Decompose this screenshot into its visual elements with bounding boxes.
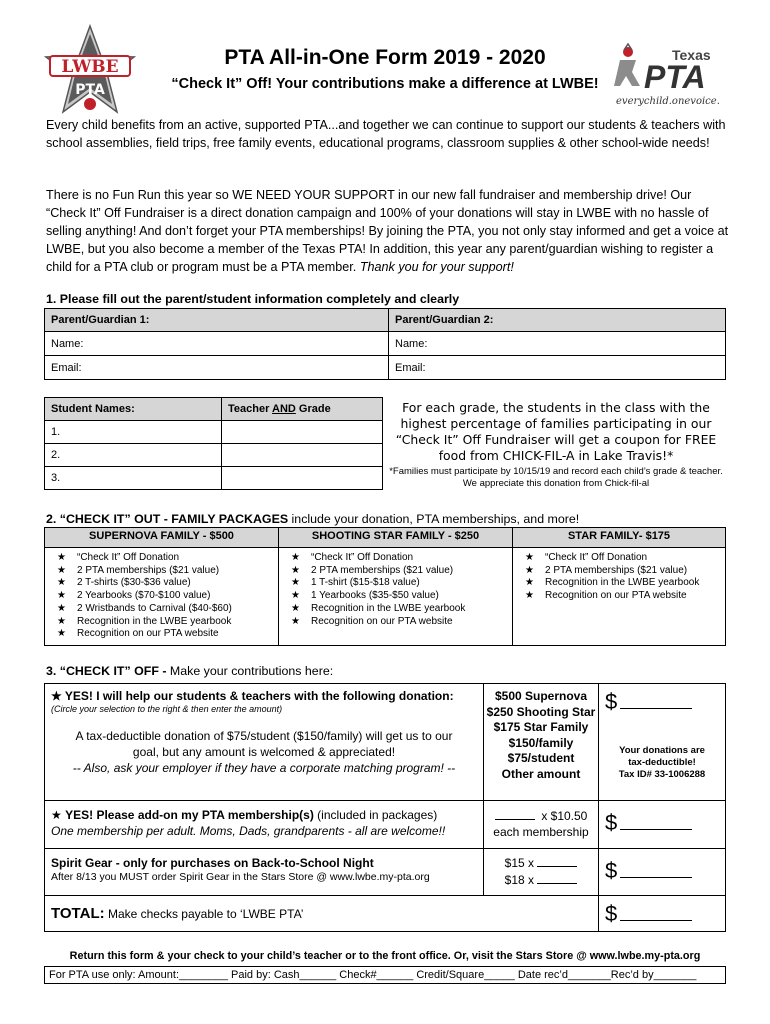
page-title: PTA All-in-One Form 2019 - 2020 — [224, 46, 546, 69]
star-icon: ★ — [51, 808, 62, 822]
list-item: ★ “Check It” Off Donation — [521, 552, 717, 565]
callout-main-text: For each grade, the students in the class with the highest percentage of families participating in our “Check It” Off Fundraiser will get a coupon for FREE food from CHICK-FIL-A in Lake Travis!* — [395, 400, 717, 463]
logo-text-pta: PTA — [75, 82, 105, 98]
dollar-sign: $ — [605, 900, 618, 926]
parent-1-name-field[interactable]: Name: — [45, 332, 389, 356]
list-item: ★ 2 PTA memberships ($21 value) — [53, 565, 270, 578]
list-item: ★ 2 PTA memberships ($21 value) — [521, 565, 717, 578]
family-packages-table — [44, 527, 726, 646]
spirit-18-qty-field[interactable] — [537, 883, 577, 884]
parent-2-email-field[interactable]: Email: — [389, 356, 726, 380]
spirit-gear-sub: After 8/13 you MUST order Spirit Gear in the Stars Store @ www.lwbe.my-pta.org — [51, 871, 430, 883]
list-item: ★ 2 PTA memberships ($21 value) — [287, 565, 504, 578]
teacher-grade-field-3[interactable] — [222, 467, 383, 490]
star-icon: ★ — [51, 689, 62, 703]
total-cell — [45, 896, 599, 932]
dollar-sign: $ — [605, 858, 618, 883]
thank-you-note: Thank you for your support! — [359, 260, 514, 274]
spirit-gear-qty-cell — [484, 849, 599, 896]
parent-1-email-field[interactable]: Email: — [45, 356, 389, 380]
spirit-15-qty-field[interactable] — [537, 866, 577, 867]
list-item: ★ 1 Yearbooks ($35-$50 value) — [287, 590, 504, 603]
tax-id: Tax ID# 33-1006288 — [618, 769, 706, 780]
teacher-grade-field-2[interactable] — [222, 444, 383, 467]
grade-label: Grade — [295, 403, 331, 415]
membership-qty-cell — [484, 801, 599, 849]
section-3-heading — [46, 664, 333, 678]
student-name-field-1[interactable]: 1. — [45, 421, 222, 444]
list-item: ★ 2 T-shirts ($30-$36 value) — [53, 577, 270, 590]
membership-price: x $10.50 — [541, 809, 588, 823]
intro-paragraph-1: Every child benefits from an active, supported PTA...and together we can continue to support our students & teachers with school assemblies, field trips, free family events, educational programs, classroom supplies & other school-wide needs! — [46, 118, 726, 150]
logo-text-texas: Texas — [672, 47, 711, 63]
list-item: ★ Recognition in the LWBE yearbook — [287, 603, 504, 616]
donation-cell — [45, 684, 484, 801]
intro-paragraph-2-text: There is no Fun Run this year so WE NEED YOUR SUPPORT in our new fall fundraiser and membership drive! Our “Check It” Off Fundraiser is a direct donation campaign and 100% of your donations will stay in LWBE with no hassle of selling anything! And don’t forget your PTA memberships! By joining the PTA, you not only stay informed and get a voice at LWBE, but you also become a member of the Texas PTA! In addition, this year any parent/guardian wishing to register a child for a PTA club or program must be a PTA member. — [46, 188, 729, 274]
package-header-shooting-star: SHOOTING STAR FAMILY - $250 — [279, 528, 513, 548]
membership-amount-field[interactable] — [599, 801, 726, 849]
tax-deductible-note — [605, 745, 719, 781]
package-shooting-star-items — [279, 548, 513, 646]
parent-info-table — [44, 308, 726, 380]
list-item: ★ “Check It” Off Donation — [53, 552, 270, 565]
parent-1-header: Parent/Guardian 1: — [45, 309, 389, 332]
list-item: ★ Recognition on our PTA website — [521, 590, 717, 603]
parent-2-name-field[interactable]: Name: — [389, 332, 726, 356]
option-other-amount[interactable]: Other amount — [501, 766, 581, 781]
teacher-label: Teacher — [228, 403, 273, 415]
donation-amount-field[interactable] — [605, 689, 719, 715]
donation-title: YES! I will help our students & teachers with the following donation: — [64, 689, 454, 703]
membership-sub: One membership per adult. Moms, Dads, grandparents - all are welcome!! — [51, 824, 446, 838]
page-subtitle: “Check It” Off! Your contributions make a difference at LWBE! — [171, 76, 599, 92]
option-supernova[interactable]: $500 Supernova — [494, 689, 588, 703]
employer-match-note: -- Also, ask your employer if they have a corporate matching program! -- — [72, 761, 456, 775]
student-names-header: Student Names: — [45, 398, 222, 421]
logo-text-pta-main: PTA — [644, 59, 706, 95]
dollar-sign: $ — [605, 689, 618, 714]
package-header-supernova: SUPERNOVA FAMILY - $500 — [45, 528, 279, 548]
lwbe-pta-logo — [44, 24, 136, 116]
donation-amount-cell — [599, 684, 726, 801]
student-name-field-2[interactable]: 2. — [45, 444, 222, 467]
office-use-box: For PTA use only: Amount:________ Paid by: Cash______ Check#______ Credit/Square_____ Date rec’d_______Rec’d by_______ — [44, 966, 726, 984]
spirit-gear-cell — [45, 849, 484, 896]
contributions-table — [44, 683, 726, 932]
spirit-gear-amount-field[interactable] — [599, 849, 726, 896]
spirit-18-label: $18 x — [504, 873, 534, 887]
option-star-family[interactable]: $175 Star Family — [493, 720, 589, 734]
option-per-family[interactable]: $150/family — [508, 735, 574, 750]
callout-note: *Families must participate by 10/15/19 and record each child’s grade & teacher. We appreciate this donation from Chick-fil-al — [389, 466, 723, 489]
student-name-field-3[interactable]: 3. — [45, 467, 222, 490]
section-2-heading — [46, 512, 579, 526]
parent-2-header: Parent/Guardian 2: — [389, 309, 726, 332]
membership-each: each membership — [493, 825, 589, 839]
donation-options-cell — [484, 684, 599, 801]
list-item: ★ 2 Yearbooks ($70-$100 value) — [53, 590, 270, 603]
donation-hint: (Circle your selection to the right & then enter the amount) — [51, 704, 283, 714]
return-instructions: Return this form & your check to your child’s teacher or to the front office. Or, visit the Stars Store @ www.lwbe.my-pta.org — [69, 950, 701, 962]
package-star-items — [513, 548, 726, 646]
list-item: ★ “Check It” Off Donation — [287, 552, 504, 565]
teacher-grade-header — [222, 398, 383, 421]
section-3-heading-rest: Make your contributions here: — [169, 664, 334, 678]
tax-note-line: Your donations are — [619, 745, 705, 756]
list-item: ★ Recognition in the LWBE yearbook — [521, 577, 717, 590]
section-2-heading-bold: 2. “CHECK IT” OUT - FAMILY PACKAGES — [46, 512, 289, 526]
membership-title: YES! Please add-on my PTA membership(s) — [65, 808, 314, 822]
logo-text-lwbe: LWBE — [61, 57, 119, 77]
student-info-table — [44, 397, 383, 490]
list-item: ★ 2 Wristbands to Carnival ($40-$60) — [53, 603, 270, 616]
total-label: TOTAL: — [51, 905, 105, 922]
list-item: ★ Recognition on our PTA website — [53, 628, 270, 641]
payable-note: Make checks payable to ‘LWBE PTA’ — [104, 907, 304, 921]
dollar-sign: $ — [605, 810, 618, 835]
list-item: ★ Recognition on our PTA website — [287, 616, 504, 629]
teacher-and-label: AND — [272, 403, 296, 415]
section-2-heading-rest: include your donation, PTA memberships, and more! — [288, 512, 580, 526]
spirit-gear-title: Spirit Gear - only for purchases on Back-to-School Night — [51, 856, 374, 870]
spirit-15-label: $15 x — [504, 856, 534, 870]
list-item: ★ Recognition in the LWBE yearbook — [53, 616, 270, 629]
membership-qty-field[interactable] — [495, 819, 535, 820]
tax-note-line: tax-deductible! — [628, 757, 696, 768]
total-amount-field[interactable] — [599, 896, 726, 932]
intro-paragraph-2 — [46, 186, 730, 276]
option-shooting-star[interactable]: $250 Shooting Star — [486, 704, 596, 719]
package-header-star: STAR FAMILY- $175 — [513, 528, 726, 548]
list-item: ★ 1 T-shirt ($15-$18 value) — [287, 577, 504, 590]
membership-cell — [45, 801, 484, 849]
donation-body: A tax-deductible donation of $75/student ($150/family) will get us to our goal, but any amount is welcomed & appreciated! — [75, 729, 453, 759]
teacher-grade-field-1[interactable] — [222, 421, 383, 444]
logo-tagline: everychild.onevoice. — [616, 96, 720, 107]
section-1-heading: 1. Please fill out the parent/student information completely and clearly — [46, 292, 460, 306]
membership-title-rest: (included in packages) — [313, 808, 438, 822]
section-3-heading-bold: 3. “CHECK IT” OFF - — [46, 664, 170, 678]
option-per-student[interactable]: $75/student — [507, 751, 575, 765]
package-supernova-items — [45, 548, 279, 646]
chick-fil-a-callout — [387, 400, 725, 490]
